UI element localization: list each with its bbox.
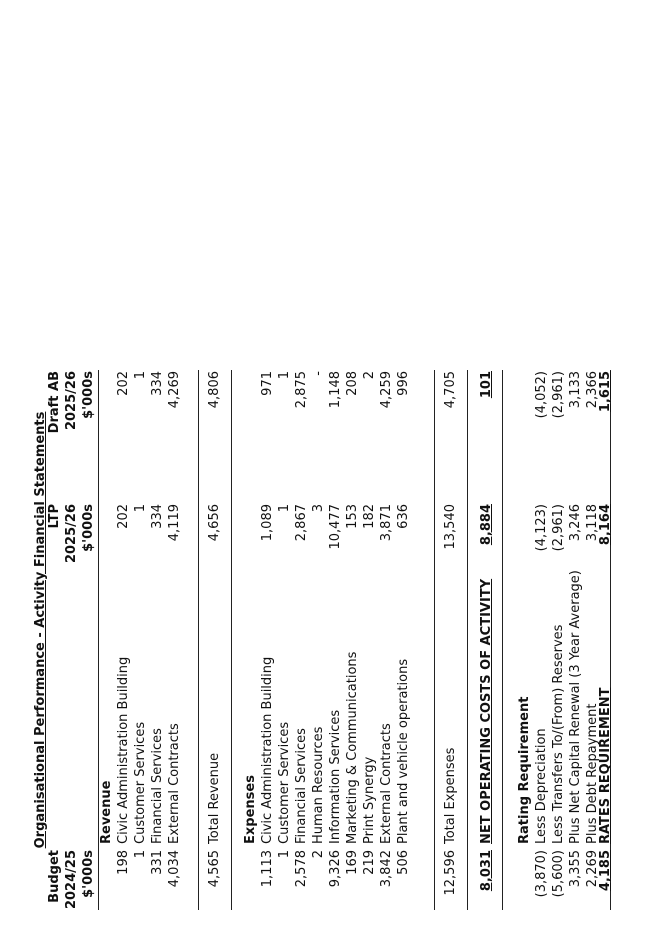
header-line: 2025/26	[64, 504, 79, 564]
draft-value: 4,705	[443, 371, 458, 409]
budget-value: 8,031	[479, 850, 494, 892]
row-label: External Contracts	[379, 723, 394, 844]
budget-value: (3,870)	[534, 850, 549, 898]
header-line: $'000s	[81, 504, 96, 552]
row-label: RATES REQUIREMENT	[598, 687, 613, 844]
table-row	[149, 350, 166, 910]
budget-value: 12,596	[443, 850, 458, 896]
table-row	[327, 350, 344, 910]
budget-value: 9,326	[328, 850, 343, 888]
row-label: Human Resources	[311, 726, 326, 844]
net-rule	[502, 370, 503, 910]
ltp-value: 1	[277, 504, 292, 513]
draft-value: 971	[260, 371, 275, 396]
budget-value: 3,355	[568, 850, 583, 888]
row-label: Customer Services	[277, 721, 292, 844]
row-label: External Contracts	[167, 723, 182, 844]
table-row	[361, 350, 378, 910]
draft-value: 1,148	[328, 371, 343, 409]
draft-value: 4,806	[207, 371, 222, 409]
row-label: Plant and vehicle operations	[396, 658, 411, 844]
ltp-value: 636	[396, 504, 411, 529]
section-heading: Revenue	[99, 780, 114, 844]
draft-value: 101	[479, 371, 494, 399]
rates-requirement-strip	[597, 350, 617, 910]
row-label: Civic Administration Building	[116, 656, 131, 844]
row-label: Less Transfers To/(From) Reserves	[551, 624, 566, 844]
total-rule-bottom	[467, 370, 468, 910]
row-label: NET OPERATING COSTS OF ACTIVITY	[479, 578, 494, 844]
ltp-value: 182	[362, 504, 377, 529]
header-line: $'000s	[81, 850, 96, 898]
budget-value: 2	[311, 850, 326, 859]
header-line: 2025/26	[64, 371, 79, 431]
ltp-value: (2,961)	[551, 504, 566, 552]
row-label: Marketing & Communications	[345, 651, 360, 844]
column-header-budget	[46, 850, 97, 910]
ltp-value: 8,164	[598, 504, 613, 546]
row-label: Total Expenses	[443, 747, 458, 844]
row-label: Financial Services	[150, 728, 165, 844]
total-expenses-row	[442, 350, 459, 910]
ltp-value: 3,871	[379, 504, 394, 542]
ltp-value: 4,119	[167, 504, 182, 542]
table-row	[132, 350, 149, 910]
ltp-value: 8,884	[479, 504, 494, 546]
header-line: Draft AB	[47, 371, 62, 434]
budget-value: 169	[345, 850, 360, 875]
ltp-value: 13,540	[443, 504, 458, 550]
ltp-value: 4,656	[207, 504, 222, 542]
draft-value: 2,366	[585, 371, 600, 409]
table-row	[533, 350, 550, 910]
table-row	[378, 350, 395, 910]
total-rule-top	[198, 370, 199, 910]
draft-value: (4,052)	[534, 371, 549, 419]
total-rule-bottom	[231, 370, 232, 910]
ltp-value: 3	[311, 504, 326, 513]
draft-value: 996	[396, 371, 411, 396]
header-line: Budget	[47, 850, 62, 903]
budget-value: 1	[277, 850, 292, 859]
ltp-value: (4,123)	[534, 504, 549, 552]
statement-title: Organisational Performance - Activity Financial Statements	[33, 411, 48, 849]
header-line: $'000s	[81, 371, 96, 419]
ltp-value: 2,867	[294, 504, 309, 542]
ltp-value: 1	[133, 504, 148, 513]
budget-value: 219	[362, 850, 377, 875]
section-heading: Expenses	[243, 775, 258, 844]
table-row	[293, 350, 310, 910]
total-rule-top	[434, 370, 435, 910]
ltp-value: 202	[116, 504, 131, 529]
draft-value: 2	[362, 371, 377, 380]
section-heading: Rating Requirement	[517, 696, 532, 844]
table-row	[310, 350, 327, 910]
row-label: Customer Services	[133, 721, 148, 844]
draft-value: 4,269	[167, 371, 182, 409]
draft-value: 1,615	[598, 371, 613, 413]
budget-value: 1	[133, 850, 148, 859]
expenses-heading-row	[242, 350, 259, 910]
rating-heading-row	[516, 350, 533, 910]
row-label: Total Revenue	[207, 752, 222, 844]
column-header-draft	[46, 371, 97, 490]
draft-value: 1	[133, 371, 148, 380]
ltp-value: 3,118	[585, 504, 600, 542]
draft-value: 208	[345, 371, 360, 396]
draft-value: 1	[277, 371, 292, 380]
column-header-ltp	[46, 504, 97, 620]
ltp-value: 1,089	[260, 504, 275, 542]
ltp-value: 3,246	[568, 504, 583, 542]
draft-value: (2,961)	[551, 371, 566, 419]
draft-value: 202	[116, 371, 131, 396]
header-line: LTP	[47, 504, 62, 529]
table-row	[550, 350, 567, 910]
total-revenue-row	[206, 350, 223, 910]
row-label: Plus Net Capital Renewal (3 Year Average)	[568, 570, 583, 844]
budget-value: 2,578	[294, 850, 309, 888]
table-row	[259, 350, 276, 910]
ltp-value: 334	[150, 504, 165, 529]
row-label: Plus Debt Repayment	[585, 703, 600, 844]
ltp-value: 153	[345, 504, 360, 529]
draft-value: 4,259	[379, 371, 394, 409]
table-row	[115, 350, 132, 910]
rates-requirement-row	[597, 350, 614, 910]
budget-value: 3,842	[379, 850, 394, 888]
row-label: Financial Services	[294, 728, 309, 844]
draft-value: 334	[150, 371, 165, 396]
budget-value: 2,269	[585, 850, 600, 888]
table-row	[395, 350, 412, 910]
budget-value: 1,113	[260, 850, 275, 888]
table-row	[276, 350, 293, 910]
table-row	[166, 350, 183, 910]
draft-value: 3,133	[568, 371, 583, 409]
budget-value: 4,565	[207, 850, 222, 888]
budget-value: 506	[396, 850, 411, 875]
financial-statement-sheet	[32, 350, 612, 910]
budget-value: (5,600)	[551, 850, 566, 898]
draft-value: 2,875	[294, 371, 309, 409]
row-label: Less Depreciation	[534, 728, 549, 844]
row-label: Print Synergy	[362, 756, 377, 844]
header-line: 2024/25	[64, 850, 79, 910]
budget-value: 4,034	[167, 850, 182, 888]
draft-value: -	[311, 371, 326, 376]
budget-value: 198	[116, 850, 131, 875]
row-label: Information Services	[328, 709, 343, 844]
table-row	[344, 350, 361, 910]
table-row	[567, 350, 584, 910]
budget-value: 4,185	[598, 850, 613, 892]
budget-value: 331	[150, 850, 165, 875]
ltp-value: 10,477	[328, 504, 343, 550]
net-operating-row	[478, 350, 495, 910]
row-label: Civic Administration Building	[260, 656, 275, 844]
revenue-heading-row	[98, 350, 115, 910]
